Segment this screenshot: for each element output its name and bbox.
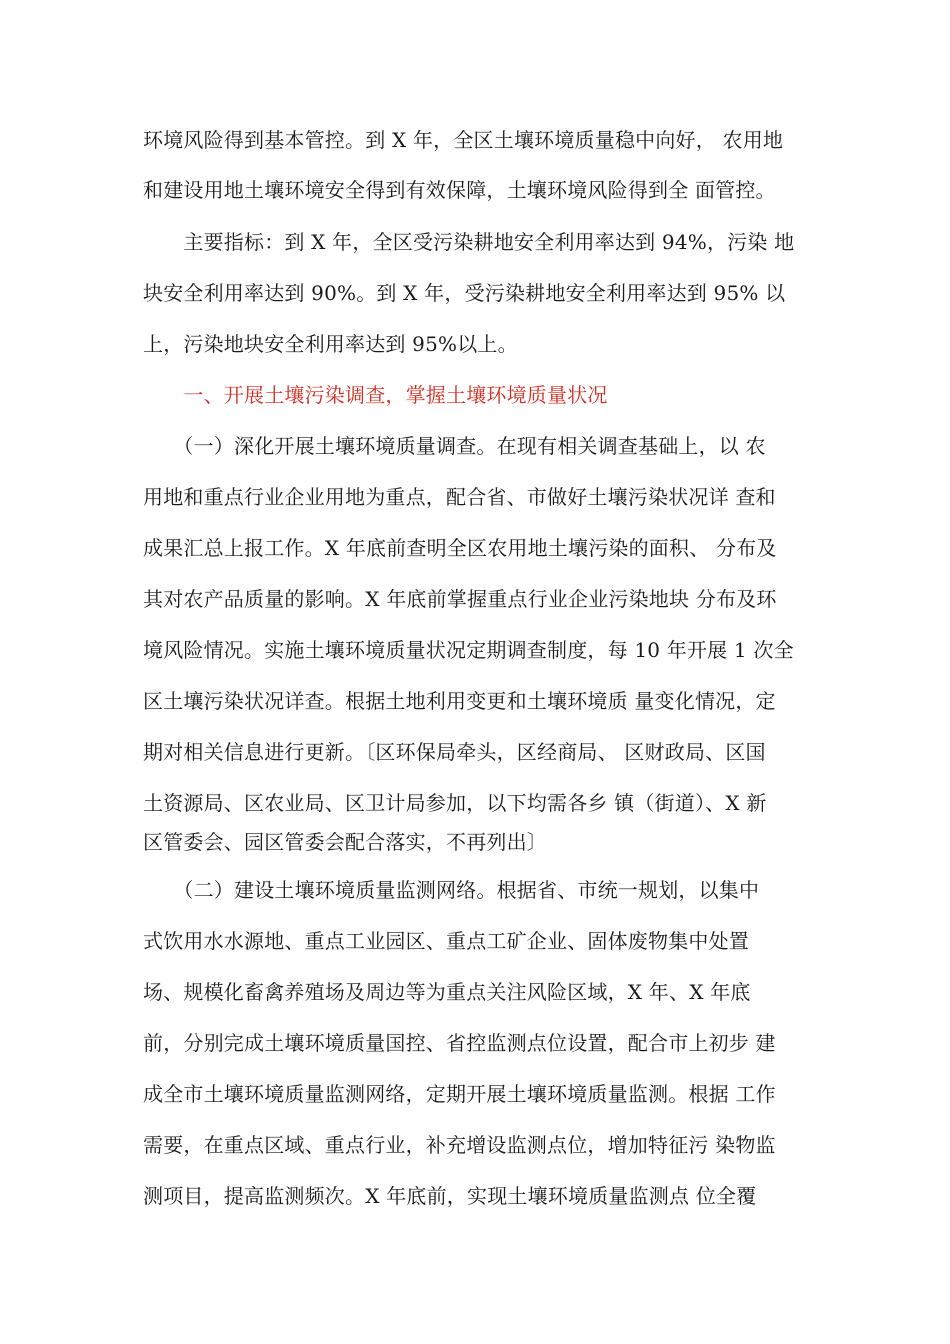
paragraph-line: 场、规模化畜禽养殖场及周边等为重点关注风险区域，X 年、X 年底 bbox=[143, 980, 751, 1004]
paragraph-line: 测项目，提高监测频次。X 年底前，实现土壤环境质量监测点 位全覆 bbox=[143, 1184, 757, 1208]
paragraph-line: 区管委会、园区管委会配合落实，不再列出〕 bbox=[143, 830, 547, 854]
paragraph-line: 和建设用地土壤环境安全得到有效保障，土壤环境风险得到全 面管控。 bbox=[143, 178, 776, 202]
paragraph-line: 块安全利用率达到 90%。到 X 年，受污染耕地安全利用率达到 95% 以 bbox=[143, 281, 786, 305]
paragraph-line: 用地和重点行业企业用地为重点，配合省、市做好土壤污染状况详 查和 bbox=[143, 485, 776, 509]
paragraph-line: 前，分别完成土壤环境质量国控、省控监测点位设置，配合市上初步 建 bbox=[143, 1031, 776, 1055]
paragraph-line: 式饮用水水源地、重点工业园区、重点工矿企业、固体废物集中处置 bbox=[143, 929, 749, 953]
paragraph-line: 成果汇总上报工作。X 年底前查明全区农用地土壤污染的面积、 分布及 bbox=[143, 536, 777, 560]
paragraph-line: 需要，在重点区域、重点行业，补充增设监测点位，增加特征污 染物监 bbox=[143, 1133, 776, 1157]
paragraph-line: 区土壤污染状况详查。根据土地利用变更和土壤环境质 量变化情况，定 bbox=[143, 689, 776, 713]
paragraph-line: （一）深化开展土壤环境质量调查。在现有相关调查基础上，以 农 bbox=[143, 434, 766, 458]
paragraph-line: 境风险情况。实施土壤环境质量状况定期调查制度，每 10 年开展 1 次全 bbox=[143, 638, 794, 662]
paragraph-line: 主要指标：到 X 年，全区受污染耕地安全利用率达到 94%，污染 地 bbox=[143, 230, 795, 254]
paragraph-line: （二）建设土壤环境质量监测网络。根据省、市统一规划，以集中 bbox=[143, 878, 760, 902]
paragraph-line: 其对农产品质量的影响。X 年底前掌握重点行业企业污染地块 分布及环 bbox=[143, 587, 777, 611]
paragraph-line: 期对相关信息进行更新。〔区环保局牵头，区经商局、 区财政局、区国 bbox=[143, 740, 766, 764]
paragraph-line: 成全市土壤环境质量监测网络，定期开展土壤环境质量监测。根据 工作 bbox=[143, 1082, 776, 1106]
paragraph-line: 上，污染地块安全利用率达到 95%以上。 bbox=[143, 332, 518, 356]
paragraph-line: 环境风险得到基本管控。到 X 年，全区土壤环境质量稳中向好， 农用地 bbox=[143, 128, 784, 152]
paragraph-line: 土资源局、区农业局、区卫计局参加，以下均需各乡 镇（街道）、X 新 bbox=[143, 791, 767, 815]
section-heading: 一、开展土壤污染调查，掌握土壤环境质量状况 bbox=[143, 383, 608, 407]
